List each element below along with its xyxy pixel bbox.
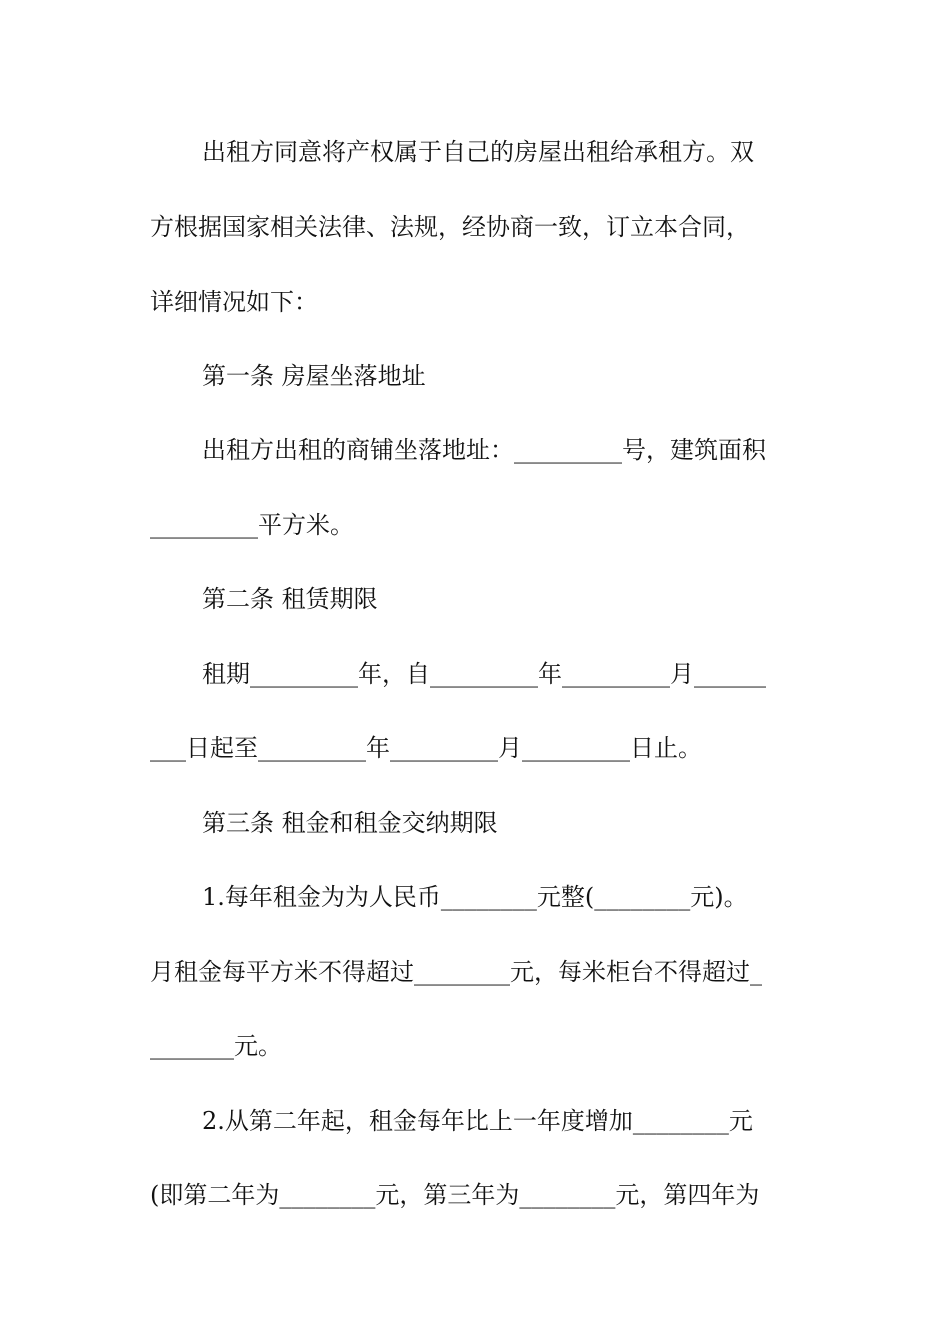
article-3-heading: 第三条 租金和租金交纳期限 (202, 809, 498, 837)
article-3-item-1-line-1: 1.每年租金为为人民币________元整(________元)。 (202, 883, 748, 911)
article-2-heading: 第二条 租赁期限 (202, 585, 378, 613)
article-1-heading: 第一条 房屋坐落地址 (202, 362, 426, 390)
article-2-term-line-2: ___日起至_________年_________月_________日止。 (150, 734, 702, 762)
paragraph-intro-line-3: 详细情况如下： (150, 288, 318, 316)
article-2-term-line-1: 租期_________年，自_________年_________月______ (202, 660, 766, 688)
article-3-item-2-line-2: (即第二年为________元，第三年为________元，第四年为 (150, 1181, 760, 1209)
paragraph-intro-line-1: 出租方同意将产权属于自己的房屋出租给承租方。双 (202, 138, 754, 166)
article-3-item-1-line-2: 月租金每平方米不得超过________元，每米柜台不得超过_ (150, 958, 762, 986)
article-1-address-line-1: 出租方出租的商铺坐落地址：_________号，建筑面积 (202, 436, 766, 464)
article-3-item-2-line-1: 2.从第二年起，租金每年比上一年度增加________元 (202, 1107, 753, 1135)
paragraph-intro-line-2: 方根据国家相关法律、法规，经协商一致，订立本合同， (150, 213, 750, 241)
article-3-item-1-line-3: _______元。 (150, 1032, 282, 1060)
article-1-address-line-2: _________平方米。 (150, 511, 354, 539)
